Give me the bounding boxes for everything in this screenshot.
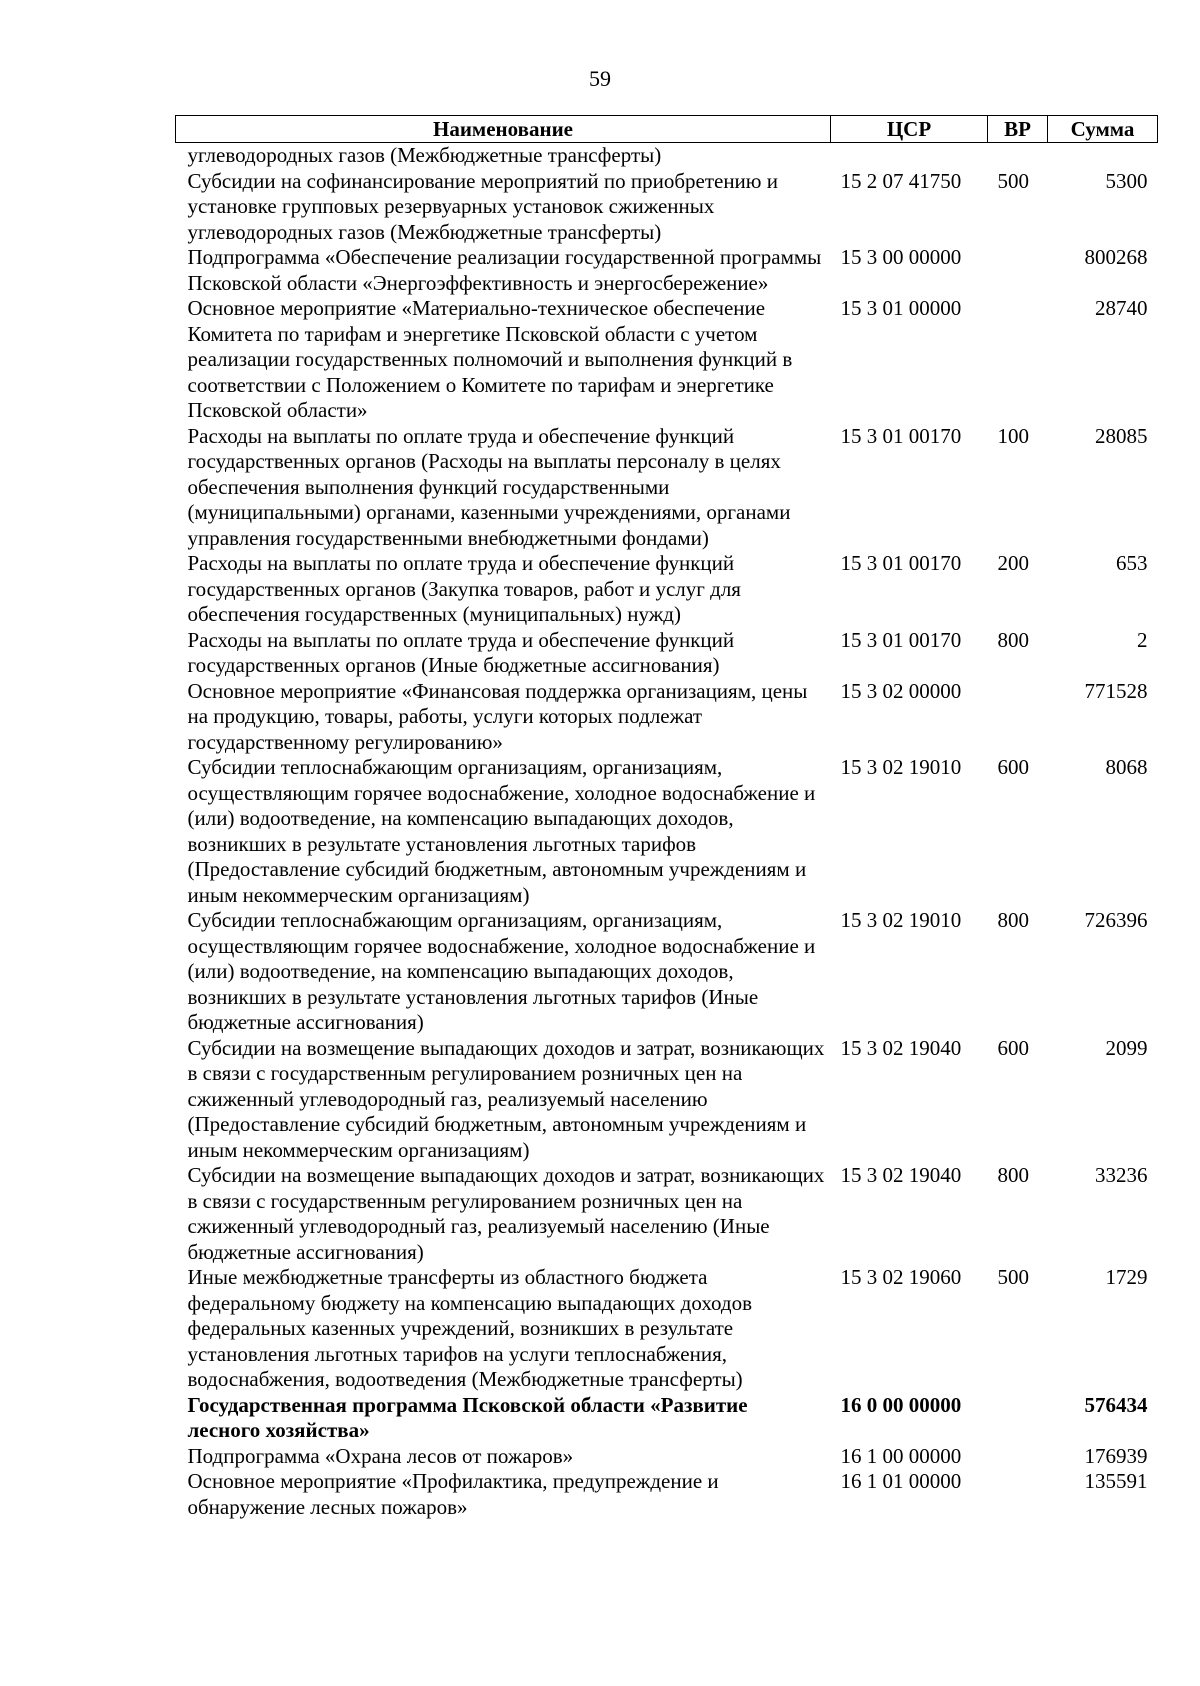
row-vr: 200 xyxy=(997,551,1029,575)
row-vr xyxy=(988,1444,1048,1470)
row-vr: 800 xyxy=(997,1163,1029,1187)
table-row xyxy=(176,551,1158,628)
row-csr: 15 3 01 00000 xyxy=(840,296,962,320)
row-name: Субсидии на возмещение выпадающих доходов и затрат, возникающих в связи с государственным регулированием розничных цен на сжиженный углеводородный газ, реализуемый населению (Иные бюджетные ассигнования) xyxy=(187,1163,825,1264)
row-csr: 15 3 01 00170 xyxy=(840,551,962,575)
table-row xyxy=(176,169,1158,246)
row-vr: 800 xyxy=(997,908,1029,932)
row-name: Расходы на выплаты по оплате труда и обеспечение функций государственных органов (Иные бюджетные ассигнования) xyxy=(187,627,735,677)
row-sum: 176939 xyxy=(1084,1443,1148,1468)
row-sum: 653 xyxy=(1116,551,1148,575)
table-row xyxy=(176,1444,1158,1470)
row-sum: 800268 xyxy=(1084,245,1148,269)
header-sum: Сумма xyxy=(1048,116,1158,143)
table-row xyxy=(176,1163,1158,1265)
header-csr: ЦСР xyxy=(831,116,988,143)
header-name: Наименование xyxy=(176,116,831,143)
row-sum: 726396 xyxy=(1084,908,1148,932)
row-name: Иные межбюджетные трансферты из областного бюджета федеральному бюджету на компенсацию выпадающих доходов федеральных казенных учреждений, возникших в результате установления льготных тарифов на услуги теплоснабжения, водоснабжения, водоотведения (Межбюджетные трансферты) xyxy=(187,1265,753,1391)
row-vr: 600 xyxy=(997,1035,1029,1060)
table-row xyxy=(176,1393,1158,1444)
row-name: Государственная программа Псковской области «Развитие лесного хозяйства» xyxy=(187,1392,748,1442)
table-row xyxy=(176,755,1158,908)
row-name: Расходы на выплаты по оплате труда и обеспечение функций государственных органов (Расходы на выплаты персоналу в целях обеспечения выполнения функций государственными (муниципальными) органами, казенными учреждениями, органами управления государственными внебюджетными фондами) xyxy=(187,423,791,550)
row-sum: 576434 xyxy=(1084,1392,1148,1417)
table-body xyxy=(176,143,1158,1521)
row-vr xyxy=(988,296,1048,424)
row-sum: 28085 xyxy=(1095,423,1148,448)
row-name: Субсидии на возмещение выпадающих доходов и затрат, возникающих в связи с государственным регулированием розничных цен на сжиженный углеводородный газ, реализуемый населению (Предоставление субсидий бюджетным, автономным учреждениям и иным некоммерческим организациям) xyxy=(187,1035,825,1162)
row-name: Расходы на выплаты по оплате труда и обеспечение функций государственных органов (Закупка товаров, работ и услуг для обеспечения государственных (муниципальных) нужд) xyxy=(187,551,741,626)
row-csr: 16 1 01 00000 xyxy=(840,1469,962,1493)
table-row xyxy=(176,143,1158,169)
row-csr: 15 3 02 19060 xyxy=(840,1265,962,1289)
row-vr xyxy=(988,143,1048,169)
row-csr: 15 3 02 00000 xyxy=(840,678,962,703)
row-csr: 15 2 07 41750 xyxy=(840,168,962,193)
row-sum: 8068 xyxy=(1105,755,1148,779)
row-vr: 500 xyxy=(997,168,1029,193)
header-vr: ВР xyxy=(988,116,1048,143)
row-csr: 15 3 02 19010 xyxy=(840,755,962,779)
row-vr: 600 xyxy=(997,755,1029,779)
row-csr: 15 3 02 19040 xyxy=(840,1035,962,1060)
table-row xyxy=(176,628,1158,679)
table-row xyxy=(176,296,1158,424)
row-name: Основное мероприятие «Профилактика, предупреждение и обнаружение лесных пожаров» xyxy=(187,1469,719,1519)
row-sum xyxy=(1048,143,1158,169)
table-row xyxy=(176,424,1158,552)
row-vr xyxy=(988,1393,1048,1444)
row-csr: 15 3 01 00170 xyxy=(840,627,962,652)
table-row xyxy=(176,679,1158,756)
row-sum: 33236 xyxy=(1095,1163,1148,1187)
row-csr xyxy=(831,143,988,169)
row-vr xyxy=(988,245,1048,296)
table-row xyxy=(176,1265,1158,1393)
table-row xyxy=(176,1469,1158,1520)
row-name: Основное мероприятие «Финансовая поддержка организациям, цены на продукцию, товары, работы, услуги которых подлежат государственному регулированию» xyxy=(187,678,808,754)
row-vr: 500 xyxy=(997,1265,1029,1289)
budget-table xyxy=(175,115,1158,1520)
table-row xyxy=(176,1036,1158,1164)
row-sum: 2099 xyxy=(1105,1035,1148,1060)
row-vr: 800 xyxy=(997,627,1029,652)
row-sum: 2 xyxy=(1137,627,1148,652)
row-csr: 16 1 00 00000 xyxy=(840,1443,962,1468)
page-number: 59 xyxy=(589,66,611,91)
row-name: Субсидии теплоснабжающим организациям, организациям, осуществляющим горячее водоснабжение, холодное водоснабжение и (или) водоотведение, на компенсацию выпадающих доходов, возникших в результате установления льготных тарифов (Предоставление субсидий бюджетным, автономным учреждениям и иным некоммерческим организациям) xyxy=(187,755,816,907)
row-csr: 15 3 00 00000 xyxy=(840,245,962,269)
row-name: Основное мероприятие «Материально-техническое обеспечение Комитета по тарифам и энергетике Псковской области с учетом реализации государственных полномочий и выполнения функций в соответствии с Положением о Комитете по тарифам и энергетике Псковской области» xyxy=(187,296,793,422)
row-sum: 1729 xyxy=(1105,1265,1148,1289)
row-vr xyxy=(988,679,1048,756)
row-csr: 16 0 00 00000 xyxy=(840,1392,962,1417)
row-sum: 28740 xyxy=(1095,296,1148,320)
row-vr xyxy=(988,1469,1048,1520)
row-name: Подпрограмма «Охрана лесов от пожаров» xyxy=(187,1443,574,1468)
table-row xyxy=(176,245,1158,296)
row-csr: 15 3 01 00170 xyxy=(840,423,962,448)
row-name: углеводородных газов (Межбюджетные трансферты) xyxy=(187,143,662,167)
row-csr: 15 3 02 19010 xyxy=(840,908,962,932)
row-name: Субсидии на софинансирование мероприятий по приобретению и установке групповых резервуарных установок сжиженных углеводородных газов (Межбюджетные трансферты) xyxy=(187,168,778,244)
row-sum: 5300 xyxy=(1105,168,1148,193)
table-row xyxy=(176,908,1158,1036)
row-vr: 100 xyxy=(997,423,1029,448)
row-sum: 771528 xyxy=(1084,678,1148,703)
table-header xyxy=(176,116,1158,143)
row-name: Подпрограмма «Обеспечение реализации государственной программы Псковской области «Энергоэффективность и энергосбережение» xyxy=(187,245,822,295)
row-sum: 135591 xyxy=(1084,1469,1148,1493)
row-csr: 15 3 02 19040 xyxy=(840,1163,962,1187)
row-name: Субсидии теплоснабжающим организациям, организациям, осуществляющим горячее водоснабжение, холодное водоснабжение и (или) водоотведение, на компенсацию выпадающих доходов, возникших в результате установления льготных тарифов (Иные бюджетные ассигнования) xyxy=(187,908,816,1034)
